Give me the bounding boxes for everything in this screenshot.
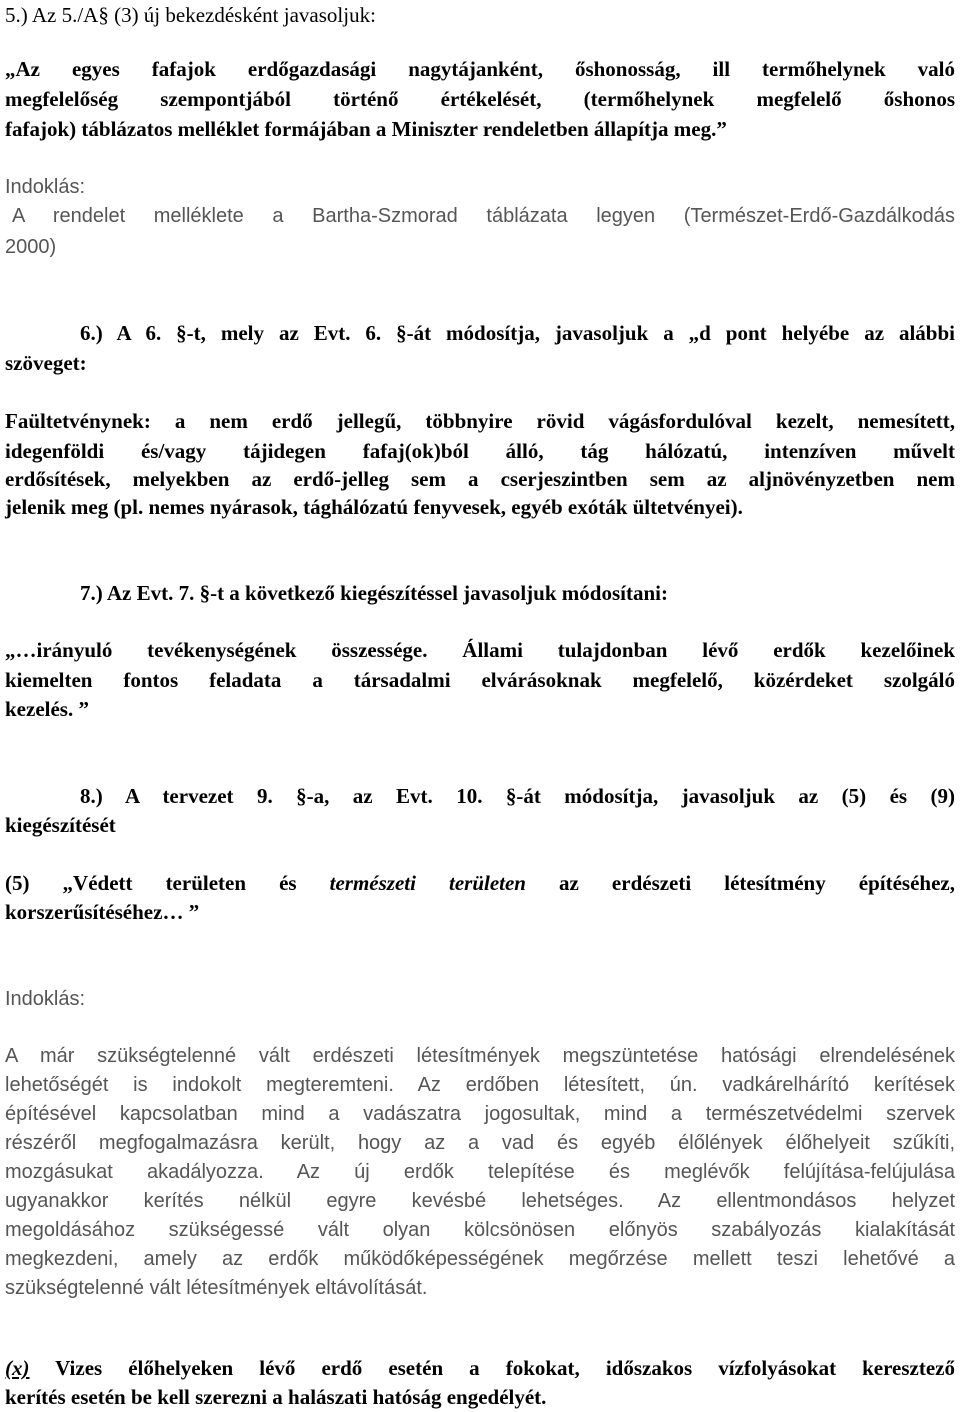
section-8-reason-line-3: építésével kapcsolatban mind a vadászatra jogosultak, mind a természetvédelmi szervek (5, 1103, 955, 1125)
section-5-reason-label: Indoklás: (5, 176, 86, 198)
section-8-quote-post: az erdészeti létesítmény építéséhez, (526, 871, 955, 895)
section-8-reason-line-6: ugyanakkor kerítés nélkül egyre kevésbé lehetséges. Az ellentmondásos helyzet (5, 1190, 955, 1212)
section-8-heading-line-1: 8.) A tervezet 9. §-a, az Evt. 10. §-át módosítja, javasoljuk az (5) és (9) (80, 784, 955, 808)
section-5-line-2: megfelelőség szempontjából történő értékelését, (termőhelynek megfelelő őshonos (5, 87, 955, 111)
section-8-quote-pre: (5) „Védett területen és (5, 871, 330, 895)
section-7-line-2: kiemelten fontos feladata a társadalmi elvárásoknak megfelelő, közérdeket szolgáló (5, 668, 955, 692)
section-6-line-4: jelenik meg (pl. nemes nyárasok, tághálózatú fenyvesek, egyéb exóták ültetvényei). (5, 495, 743, 519)
section-6-line-3: erdősítések, melyekben az erdő-jelleg sem a cserjeszintben sem az aljnövényzetben nem (5, 467, 955, 491)
section-8-quote-line-1 (5, 870, 955, 896)
section-8-reason-line-2: lehetőségét is indokolt megteremteni. Az erdőben létesített, ún. vadkárelhárító kerítések (5, 1074, 955, 1096)
section-x-line-1-text: Vizes élőhelyeken lévő erdő esetén a fokokat, időszakos vízfolyásokat keresztező (29, 1356, 955, 1380)
section-8-reason-line-7: megoldásához szükségessé vált olyan kölcsönösen előnyös szabályozás kialakítását (5, 1219, 955, 1241)
section-7-line-1: „…irányuló tevékenységének összessége. Állami tulajdonban lévő erdők kezelőinek (5, 638, 955, 662)
section-5-reason-line-2: 2000) (5, 236, 57, 258)
section-5-reason-line-1: A rendelet melléklete a Bartha-Szmorad táblázata legyen (Természet-Erdő-Gazdálkodás (12, 205, 955, 227)
section-7-line-3: kezelés. ” (5, 697, 89, 721)
section-8-reason-line-9: szükségtelenné vált létesítmények eltávolítását. (5, 1277, 428, 1299)
section-8-reason-line-1: A már szükségtelenné vált erdészeti létesítmények megszüntetése hatósági elrendelésének (5, 1045, 955, 1067)
section-x-line-1 (5, 1355, 955, 1381)
section-5-heading: 5.) Az 5./A§ (3) új bekezdésként javasoljuk: (5, 3, 376, 27)
section-8-quote-italic: természeti területen (329, 871, 526, 895)
section-8-quote-line-2: korszerűsítéséhez… ” (5, 900, 200, 924)
section-8-reason-line-4: részéről megfogalmazásra került, hogy az a vad és egyéb élőlények élőhelyeit szűkíti, (5, 1132, 955, 1154)
section-6-line-1: Faültetvénynek: a nem erdő jellegű, többnyire rövid vágásfordulóval kezelt, nemesített, (5, 409, 955, 433)
section-6-heading-line-2: szöveget: (5, 351, 87, 375)
section-8-reason-label: Indoklás: (5, 988, 86, 1010)
section-8-heading-line-2: kiegészítését (5, 813, 116, 837)
section-7-heading: 7.) Az Evt. 7. §-t a következő kiegészítéssel javasoljuk módosítani: (80, 581, 668, 605)
section-8-reason-line-8: megkezdeni, amely az erdők működőképességének megőrzése mellett teszi lehetővé a (5, 1248, 955, 1270)
section-5-line-1: „Az egyes fafajok erdőgazdasági nagytájanként, őshonosság, ill termőhelynek való (5, 57, 955, 81)
section-x-marker: (x) (5, 1356, 30, 1380)
section-6-heading-line-1: 6.) A 6. §-t, mely az Evt. 6. §-át módosítja, javasoljuk a „d pont helyébe az alábbi (80, 321, 955, 345)
section-5-line-3: fafajok) táblázatos melléklet formájában a Miniszter rendeletben állapítja meg.” (5, 117, 727, 141)
section-x-line-2: kerítés esetén be kell szerezni a halászati hatóság engedélyét. (5, 1385, 547, 1409)
section-6-line-2: idegenföldi és/vagy tájidegen fafaj(ok)ból álló, tág hálózatú, intenzíven művelt (5, 439, 955, 463)
section-8-reason-line-5: mozgásukat akadályozza. Az új erdők telepítése és meglévők felújítása-felújulása (5, 1161, 955, 1183)
